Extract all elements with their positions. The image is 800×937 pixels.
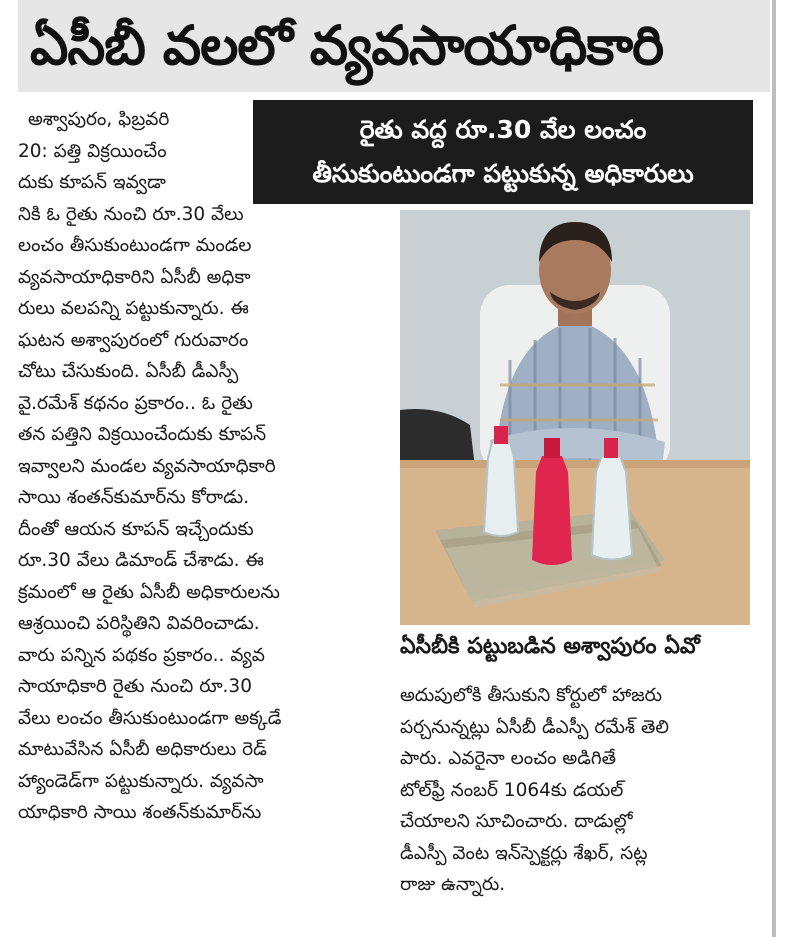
right-column	[400, 680, 765, 901]
subheadline-line: తీసుకుంటుండగా పట్టుకున్న అధికారులు	[312, 159, 694, 188]
body-line: రులు వలపన్ని పట్టుకున్నారు. ఈ	[18, 298, 249, 319]
headline-band	[18, 0, 770, 92]
subheadline-box	[253, 100, 753, 204]
photo-caption: ఏసీబీకి పట్టుబడిన అశ్వాపురం ఏవో	[400, 634, 700, 659]
body-line: నికి ఓ రైతు నుంచి రూ.30 వేలు	[18, 203, 244, 225]
body-line: 20: పత్తి విక్రయించేం	[18, 140, 167, 162]
body-line: సాయాధికారి రైతు నుంచి రూ.30	[18, 676, 252, 697]
body-line: టోల్‌ఫ్రీ నంబర్ 1064కు డయల్	[400, 779, 624, 801]
body-line: వేలు లంచం తీసుకుంటుండగా అక్కడే	[18, 707, 282, 729]
body-line: రాజు ఉన్నారు.	[400, 874, 506, 895]
body-line: లంచం తీసుకుంటుండగా మండల	[18, 235, 252, 256]
body-line: దీంతో ఆయన కూపన్ ఇచ్చేందుకు	[18, 518, 254, 540]
body-line: చోటు చేసుకుంది. ఏసీబీ డీఎస్పీ	[18, 361, 239, 382]
body-line: డీఎస్పీ వెంట ఇన్‌స్పెక్టర్లు శేఖర్, సట్ల	[400, 842, 648, 864]
left-column	[18, 104, 388, 829]
headline: ఏసీబీ వలలో వ్యవసాయాధికారి	[30, 14, 664, 77]
body-line: ఆశ్రయించి పరిస్థితిని వివరించాడు.	[18, 613, 260, 634]
body-line: రూ.30 వేలు డిమాండ్ చేశాడు. ఈ	[18, 550, 264, 571]
body-line: ఇవ్వాలని మండల వ్యవసాయాధికారి	[18, 455, 276, 477]
body-line: ఘటన అశ్వాపురంలో గురువారం	[18, 329, 249, 351]
body-line: పర్చనున్నట్లు ఏసీబీ డీఎస్పీ రమేశ్ తెలి	[400, 716, 669, 738]
body-line: మాటువేసిన ఏసీబీ అధికారులు రెడ్	[18, 739, 267, 760]
news-photo	[400, 210, 750, 625]
body-line: దుకు కూపన్ ఇవ్వడా	[18, 172, 166, 193]
body-line: వై.రమేశ్ కథనం ప్రకారం.. ఓ రైతు	[18, 392, 253, 414]
body-line: హ్యాండెడ్‌గా పట్టుకున్నారు. వ్యవసా	[18, 770, 264, 792]
column-rule	[772, 0, 776, 937]
body-line: పారు. ఎవరైనా లంచం అడిగితే	[400, 748, 617, 769]
body-line: సాయి శంతన్‌కుమార్‌ను కోరాడు.	[18, 487, 250, 508]
body-line: చేయాలని సూచించారు. దాడుల్లో	[400, 811, 633, 832]
body-line: యాధికారి సాయి శంతన్‌కుమార్‌ను	[18, 802, 262, 823]
body-line: వ్యవసాయాధికారిని ఏసీబీ అధికా	[18, 266, 251, 288]
body-line: తన పత్తిని విక్రయించేందుకు కూపన్	[18, 424, 267, 445]
body-line: అదుపులోకి తీసుకుని కోర్టులో హాజరు	[400, 685, 663, 706]
body-line: వారు పన్నిన పథకం ప్రకారం.. వ్యవ	[18, 644, 265, 666]
body-line: క్రమంలో ఆ రైతు ఏసీబీ అధికారులను	[18, 581, 280, 603]
body-line: అశ్వాపురం, ఫిబ్రవరి	[28, 109, 170, 130]
subheadline-line: రైతు వద్ద రూ.30 వేల లంచం	[359, 115, 647, 144]
